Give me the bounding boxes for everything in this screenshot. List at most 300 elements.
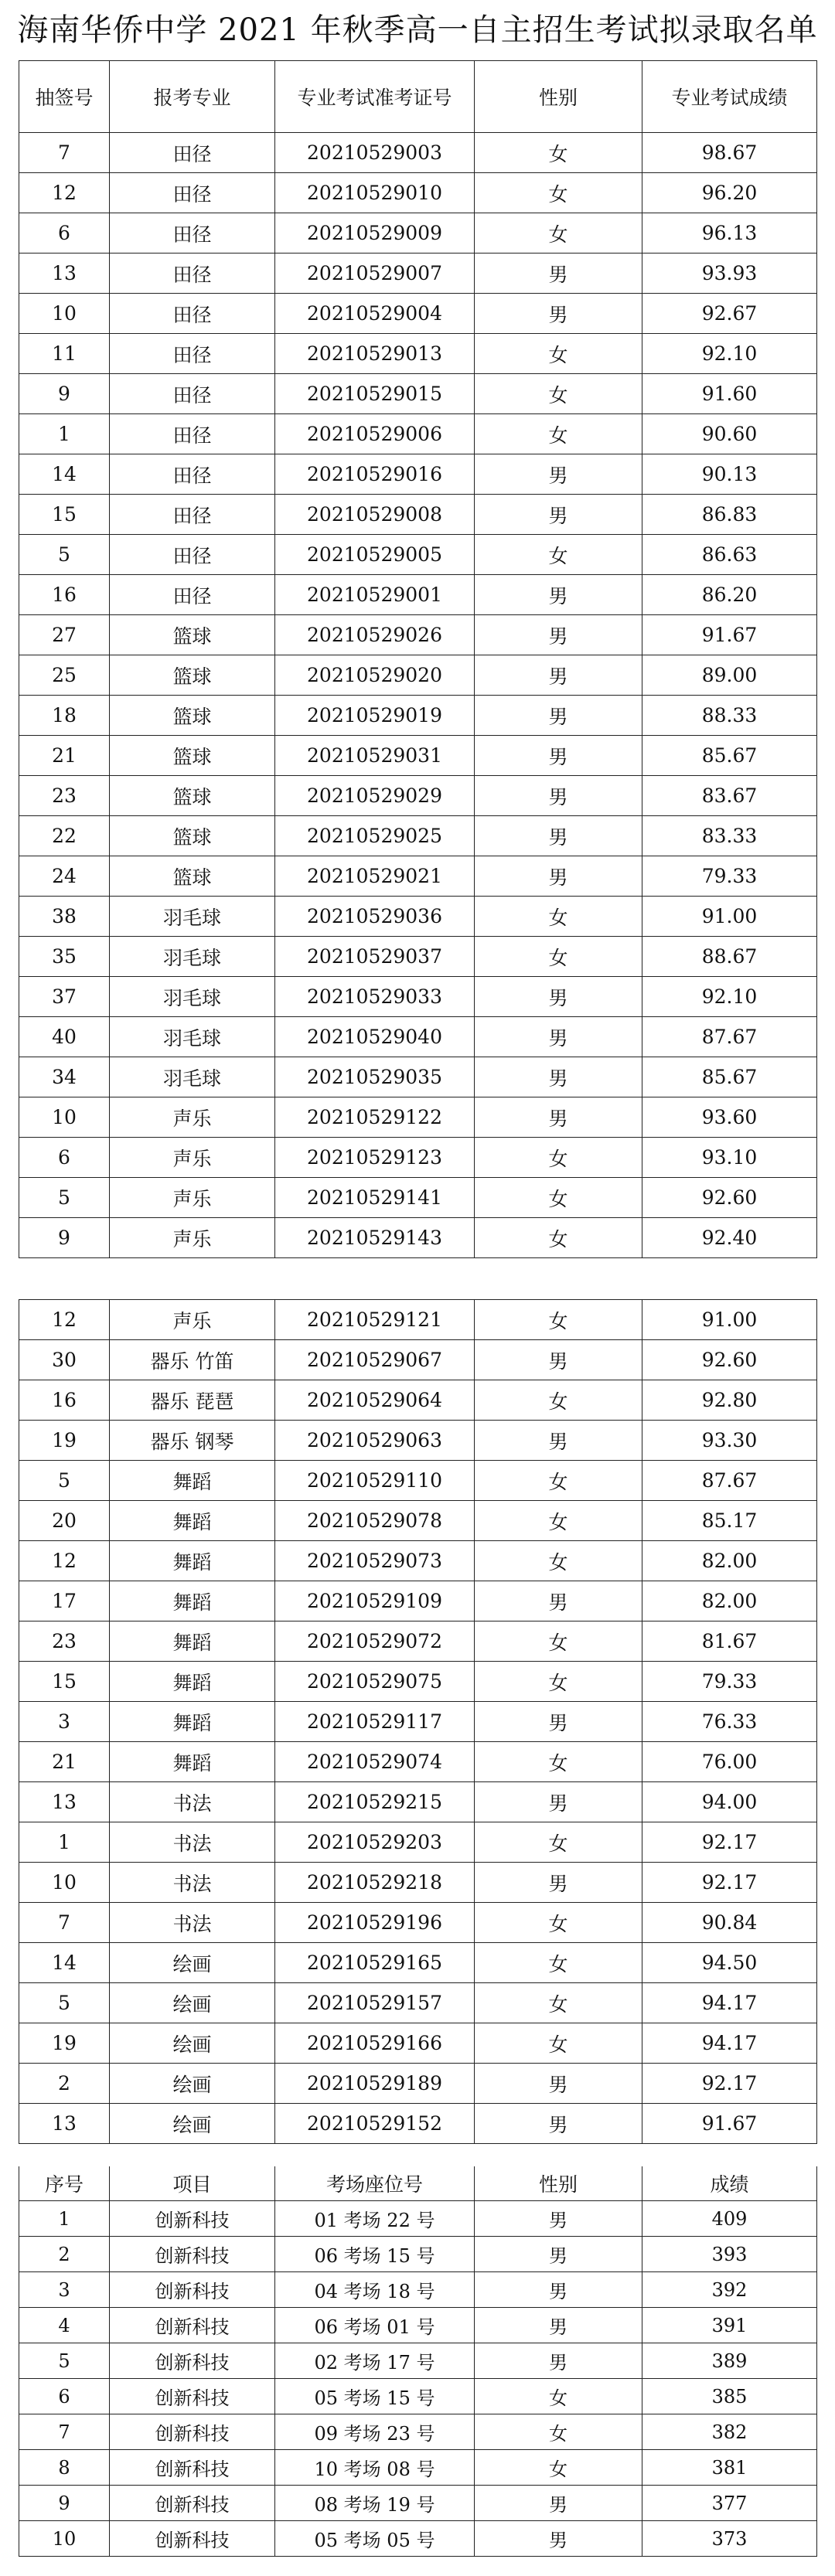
cell-gender: 女 xyxy=(475,1822,642,1863)
cell-exam-id: 20210529007 xyxy=(275,254,475,294)
cell-gender: 男 xyxy=(475,294,642,334)
cell-major: 田径 xyxy=(110,374,275,414)
cell-score: 90.13 xyxy=(642,454,817,495)
cell-number: 2 xyxy=(19,2237,110,2272)
table-row xyxy=(19,2486,817,2521)
cell-gender: 女 xyxy=(475,2023,642,2064)
cell-major: 绘画 xyxy=(110,1943,275,1983)
cell-gender: 男 xyxy=(475,816,642,856)
table-row xyxy=(19,696,817,736)
cell-number: 13 xyxy=(19,2104,110,2144)
cell-gender: 男 xyxy=(475,1581,642,1621)
cell-gender: 男 xyxy=(475,1863,642,1903)
cell-major: 田径 xyxy=(110,294,275,334)
table-row xyxy=(19,1138,817,1178)
table-row xyxy=(19,1742,817,1782)
cell-score: 87.67 xyxy=(642,1461,817,1501)
table-row xyxy=(19,1178,817,1218)
cell-major: 舞蹈 xyxy=(110,1702,275,1742)
cell-major: 书法 xyxy=(110,1782,275,1822)
cell-gender: 男 xyxy=(475,2237,642,2272)
cell-number: 10 xyxy=(19,1097,110,1138)
cell-score: 91.00 xyxy=(642,1300,817,1340)
table-row xyxy=(19,2521,817,2557)
cell-score: 94.00 xyxy=(642,1782,817,1822)
cell-gender: 男 xyxy=(475,1057,642,1097)
cell-exam-id: 20210529189 xyxy=(275,2064,475,2104)
cell-major: 舞蹈 xyxy=(110,1662,275,1702)
table-row xyxy=(19,1822,817,1863)
cell-major: 田径 xyxy=(110,535,275,575)
cell-exam-id: 20210529196 xyxy=(275,1903,475,1943)
cell-gender: 女 xyxy=(475,1461,642,1501)
cell-major: 田径 xyxy=(110,495,275,535)
cell-gender: 男 xyxy=(475,2486,642,2521)
page-title: 海南华侨中学 2021 年秋季高一自主招生考试拟录取名单 xyxy=(17,12,818,48)
cell-gender: 女 xyxy=(475,2414,642,2450)
cell-major: 田径 xyxy=(110,173,275,213)
admission-table-part2 xyxy=(19,1299,817,2144)
cell-exam-id: 20210529025 xyxy=(275,816,475,856)
cell-gender: 女 xyxy=(475,414,642,454)
cell-major: 声乐 xyxy=(110,1138,275,1178)
cell-gender: 男 xyxy=(475,856,642,897)
table-row xyxy=(19,1541,817,1581)
cell-number: 20 xyxy=(19,1501,110,1541)
cell-major: 绘画 xyxy=(110,2064,275,2104)
cell-exam-id: 20210529072 xyxy=(275,1621,475,1662)
cell-number: 27 xyxy=(19,615,110,655)
cell-exam-id: 20210529015 xyxy=(275,374,475,414)
cell-number: 3 xyxy=(19,1702,110,1742)
cell-score: 98.67 xyxy=(642,133,817,173)
cell-gender: 女 xyxy=(475,1218,642,1258)
cell-gender: 女 xyxy=(475,1380,642,1421)
cell-exam-id: 20210529008 xyxy=(275,495,475,535)
cell-exam-id: 06 考场 01 号 xyxy=(275,2308,475,2343)
cell-score: 385 xyxy=(642,2379,817,2414)
cell-gender: 女 xyxy=(475,334,642,374)
cell-gender: 男 xyxy=(475,495,642,535)
table-row xyxy=(19,1340,817,1380)
cell-number: 6 xyxy=(19,1138,110,1178)
cell-gender: 男 xyxy=(475,1097,642,1138)
cell-gender: 女 xyxy=(475,2379,642,2414)
cell-score: 93.93 xyxy=(642,254,817,294)
cell-score: 88.67 xyxy=(642,937,817,977)
cell-gender: 男 xyxy=(475,696,642,736)
cell-major: 声乐 xyxy=(110,1300,275,1340)
cell-gender: 男 xyxy=(475,454,642,495)
cell-exam-id: 20210529110 xyxy=(275,1461,475,1501)
cell-score: 92.60 xyxy=(642,1178,817,1218)
cell-number: 1 xyxy=(19,1822,110,1863)
cell-number: 13 xyxy=(19,1782,110,1822)
cell-exam-id: 20210529215 xyxy=(275,1782,475,1822)
table-row xyxy=(19,213,817,254)
cell-gender: 男 xyxy=(475,1017,642,1057)
cell-major: 篮球 xyxy=(110,776,275,816)
table-row xyxy=(19,294,817,334)
cell-exam-id: 20210529067 xyxy=(275,1340,475,1380)
cell-exam-id: 20210529029 xyxy=(275,776,475,816)
cell-score: 90.84 xyxy=(642,1903,817,1943)
cell-exam-id: 20210529003 xyxy=(275,133,475,173)
cell-number: 23 xyxy=(19,776,110,816)
cell-score: 83.67 xyxy=(642,776,817,816)
cell-exam-id: 20210529203 xyxy=(275,1822,475,1863)
cell-number: 16 xyxy=(19,1380,110,1421)
cell-score: 82.00 xyxy=(642,1581,817,1621)
cell-gender: 女 xyxy=(475,213,642,254)
cell-score: 92.60 xyxy=(642,1340,817,1380)
table-row xyxy=(19,776,817,816)
table-row xyxy=(19,2414,817,2450)
cell-number: 2 xyxy=(19,2064,110,2104)
cell-major: 田径 xyxy=(110,133,275,173)
cell-major: 田径 xyxy=(110,254,275,294)
cell-exam-id: 04 考场 18 号 xyxy=(275,2272,475,2308)
table-row xyxy=(19,2450,817,2486)
cell-gender: 男 xyxy=(475,736,642,776)
cell-number: 40 xyxy=(19,1017,110,1057)
cell-major: 田径 xyxy=(110,454,275,495)
cell-major: 篮球 xyxy=(110,655,275,696)
cell-exam-id: 06 考场 15 号 xyxy=(275,2237,475,2272)
cell-exam-id: 20210529143 xyxy=(275,1218,475,1258)
table-row xyxy=(19,2064,817,2104)
cell-number: 7 xyxy=(19,1903,110,1943)
cell-exam-id: 20210529141 xyxy=(275,1178,475,1218)
cell-score: 92.10 xyxy=(642,977,817,1017)
cell-score: 94.17 xyxy=(642,1983,817,2023)
cell-gender: 男 xyxy=(475,1421,642,1461)
cell-score: 87.67 xyxy=(642,1017,817,1057)
cell-major: 创新科技 xyxy=(110,2486,275,2521)
cell-number: 10 xyxy=(19,2521,110,2557)
cell-number: 5 xyxy=(19,1983,110,2023)
cell-exam-id: 20210529013 xyxy=(275,334,475,374)
cell-number: 30 xyxy=(19,1340,110,1380)
header-exam-id: 专业考试准考证号 xyxy=(275,61,475,133)
cell-score: 82.00 xyxy=(642,1541,817,1581)
cell-number: 12 xyxy=(19,1300,110,1340)
cell-gender: 男 xyxy=(475,2343,642,2379)
cell-exam-id: 20210529006 xyxy=(275,414,475,454)
cell-number: 14 xyxy=(19,1943,110,1983)
cell-number: 6 xyxy=(19,213,110,254)
cell-major: 声乐 xyxy=(110,1178,275,1218)
cell-gender: 女 xyxy=(475,1903,642,1943)
cell-number: 18 xyxy=(19,696,110,736)
cell-number: 35 xyxy=(19,937,110,977)
cell-gender: 男 xyxy=(475,2201,642,2237)
cell-gender: 女 xyxy=(475,1541,642,1581)
cell-exam-id: 20210529157 xyxy=(275,1983,475,2023)
cell-score: 92.10 xyxy=(642,334,817,374)
cell-score: 382 xyxy=(642,2414,817,2450)
header-draw-number: 抽签号 xyxy=(19,61,110,133)
cell-number: 25 xyxy=(19,655,110,696)
cell-gender: 男 xyxy=(475,2064,642,2104)
cell-number: 13 xyxy=(19,254,110,294)
cell-number: 16 xyxy=(19,575,110,615)
cell-exam-id: 20210529109 xyxy=(275,1581,475,1621)
table-row xyxy=(19,1380,817,1421)
cell-number: 12 xyxy=(19,1541,110,1581)
cell-exam-id: 20210529063 xyxy=(275,1421,475,1461)
cell-gender: 女 xyxy=(475,1501,642,1541)
cell-number: 9 xyxy=(19,374,110,414)
table-row xyxy=(19,374,817,414)
cell-score: 409 xyxy=(642,2201,817,2237)
cell-score: 96.20 xyxy=(642,173,817,213)
cell-score: 79.33 xyxy=(642,856,817,897)
cell-exam-id: 20210529036 xyxy=(275,897,475,937)
cell-score: 94.50 xyxy=(642,1943,817,1983)
cell-number: 4 xyxy=(19,2308,110,2343)
table-row xyxy=(19,1983,817,2023)
cell-exam-id: 10 考场 08 号 xyxy=(275,2450,475,2486)
table-row xyxy=(19,977,817,1017)
cell-exam-id: 20210529166 xyxy=(275,2023,475,2064)
cell-score: 373 xyxy=(642,2521,817,2557)
table-row xyxy=(19,1057,817,1097)
cell-score: 85.67 xyxy=(642,1057,817,1097)
cell-major: 创新科技 xyxy=(110,2379,275,2414)
header-project: 项目 xyxy=(110,2166,275,2201)
table-row xyxy=(19,2308,817,2343)
cell-exam-id: 02 考场 17 号 xyxy=(275,2343,475,2379)
cell-exam-id: 09 考场 23 号 xyxy=(275,2414,475,2450)
cell-gender: 男 xyxy=(475,254,642,294)
cell-exam-id: 20210529152 xyxy=(275,2104,475,2144)
cell-exam-id: 20210529078 xyxy=(275,1501,475,1541)
cell-major: 舞蹈 xyxy=(110,1501,275,1541)
cell-number: 10 xyxy=(19,294,110,334)
cell-number: 21 xyxy=(19,1742,110,1782)
table-row xyxy=(19,1501,817,1541)
cell-major: 田径 xyxy=(110,414,275,454)
cell-major: 田径 xyxy=(110,213,275,254)
cell-exam-id: 20210529005 xyxy=(275,535,475,575)
cell-number: 37 xyxy=(19,977,110,1017)
cell-gender: 女 xyxy=(475,1300,642,1340)
cell-gender: 女 xyxy=(475,937,642,977)
cell-score: 85.67 xyxy=(642,736,817,776)
cell-score: 86.83 xyxy=(642,495,817,535)
cell-gender: 女 xyxy=(475,1742,642,1782)
cell-number: 8 xyxy=(19,2450,110,2486)
cell-major: 舞蹈 xyxy=(110,1461,275,1501)
cell-score: 91.60 xyxy=(642,374,817,414)
table-row xyxy=(19,1581,817,1621)
cell-major: 舞蹈 xyxy=(110,1541,275,1581)
cell-number: 9 xyxy=(19,1218,110,1258)
cell-exam-id: 20210529073 xyxy=(275,1541,475,1581)
table-row xyxy=(19,1782,817,1822)
cell-number: 17 xyxy=(19,1581,110,1621)
table-row xyxy=(19,1017,817,1057)
cell-major: 创新科技 xyxy=(110,2521,275,2557)
table-row xyxy=(19,937,817,977)
cell-major: 舞蹈 xyxy=(110,1742,275,1782)
cell-exam-id: 20210529010 xyxy=(275,173,475,213)
table-row xyxy=(19,615,817,655)
cell-number: 3 xyxy=(19,2272,110,2308)
cell-number: 24 xyxy=(19,856,110,897)
table-row xyxy=(19,1421,817,1461)
cell-number: 5 xyxy=(19,535,110,575)
cell-score: 92.40 xyxy=(642,1218,817,1258)
cell-major: 书法 xyxy=(110,1822,275,1863)
cell-major: 绘画 xyxy=(110,2023,275,2064)
table-row xyxy=(19,736,817,776)
header-seat: 考场座位号 xyxy=(275,2166,475,2201)
table-row xyxy=(19,1621,817,1662)
cell-major: 器乐 竹笛 xyxy=(110,1340,275,1380)
cell-gender: 男 xyxy=(475,2308,642,2343)
cell-major: 篮球 xyxy=(110,816,275,856)
cell-major: 创新科技 xyxy=(110,2272,275,2308)
table-row xyxy=(19,1662,817,1702)
table-row xyxy=(19,535,817,575)
cell-exam-id: 20210529020 xyxy=(275,655,475,696)
cell-exam-id: 20210529004 xyxy=(275,294,475,334)
cell-number: 38 xyxy=(19,897,110,937)
table-row xyxy=(19,2237,817,2272)
header-major: 报考专业 xyxy=(110,61,275,133)
header-gender: 性别 xyxy=(475,2166,642,2201)
cell-gender: 女 xyxy=(475,1662,642,1702)
table-header-row xyxy=(19,2166,817,2201)
cell-exam-id: 01 考场 22 号 xyxy=(275,2201,475,2237)
cell-major: 器乐 钢琴 xyxy=(110,1421,275,1461)
cell-major: 篮球 xyxy=(110,856,275,897)
cell-major: 创新科技 xyxy=(110,2343,275,2379)
table-row xyxy=(19,2023,817,2064)
cell-gender: 女 xyxy=(475,535,642,575)
cell-score: 92.80 xyxy=(642,1380,817,1421)
cell-number: 15 xyxy=(19,495,110,535)
cell-score: 389 xyxy=(642,2343,817,2379)
table-row xyxy=(19,816,817,856)
cell-gender: 男 xyxy=(475,776,642,816)
cell-number: 15 xyxy=(19,1662,110,1702)
cell-gender: 男 xyxy=(475,1782,642,1822)
cell-exam-id: 20210529037 xyxy=(275,937,475,977)
cell-exam-id: 20210529033 xyxy=(275,977,475,1017)
cell-score: 91.67 xyxy=(642,615,817,655)
cell-exam-id: 20210529165 xyxy=(275,1943,475,1983)
header-seq: 序号 xyxy=(19,2166,110,2201)
cell-exam-id: 20210529001 xyxy=(275,575,475,615)
table-row xyxy=(19,173,817,213)
table-row xyxy=(19,1863,817,1903)
cell-major: 书法 xyxy=(110,1863,275,1903)
table-row xyxy=(19,414,817,454)
cell-gender: 女 xyxy=(475,1983,642,2023)
cell-exam-id: 20210529064 xyxy=(275,1380,475,1421)
cell-score: 91.67 xyxy=(642,2104,817,2144)
cell-number: 5 xyxy=(19,1178,110,1218)
cell-number: 7 xyxy=(19,2414,110,2450)
cell-exam-id: 20210529021 xyxy=(275,856,475,897)
cell-major: 舞蹈 xyxy=(110,1581,275,1621)
cell-major: 创新科技 xyxy=(110,2450,275,2486)
cell-score: 86.63 xyxy=(642,535,817,575)
cell-gender: 女 xyxy=(475,1621,642,1662)
table-row xyxy=(19,1218,817,1258)
table-header-row xyxy=(19,61,817,133)
cell-number: 5 xyxy=(19,2343,110,2379)
table-row xyxy=(19,2272,817,2308)
cell-gender: 男 xyxy=(475,655,642,696)
innovation-table xyxy=(19,2166,817,2557)
cell-exam-id: 20210529218 xyxy=(275,1863,475,1903)
cell-score: 76.00 xyxy=(642,1742,817,1782)
cell-score: 93.60 xyxy=(642,1097,817,1138)
cell-score: 93.30 xyxy=(642,1421,817,1461)
table-row xyxy=(19,495,817,535)
cell-gender: 男 xyxy=(475,2104,642,2144)
cell-major: 声乐 xyxy=(110,1097,275,1138)
cell-number: 19 xyxy=(19,2023,110,2064)
cell-score: 96.13 xyxy=(642,213,817,254)
cell-exam-id: 20210529122 xyxy=(275,1097,475,1138)
cell-major: 绘画 xyxy=(110,1983,275,2023)
header-score: 成绩 xyxy=(642,2166,817,2201)
cell-score: 92.17 xyxy=(642,1863,817,1903)
cell-score: 392 xyxy=(642,2272,817,2308)
cell-gender: 男 xyxy=(475,2521,642,2557)
cell-gender: 女 xyxy=(475,374,642,414)
table-row xyxy=(19,133,817,173)
cell-major: 绘画 xyxy=(110,2104,275,2144)
cell-number: 9 xyxy=(19,2486,110,2521)
table-row xyxy=(19,1461,817,1501)
cell-number: 23 xyxy=(19,1621,110,1662)
cell-score: 92.17 xyxy=(642,2064,817,2104)
cell-major: 创新科技 xyxy=(110,2414,275,2450)
cell-exam-id: 20210529121 xyxy=(275,1300,475,1340)
cell-exam-id: 20210529019 xyxy=(275,696,475,736)
cell-major: 创新科技 xyxy=(110,2308,275,2343)
cell-exam-id: 20210529123 xyxy=(275,1138,475,1178)
cell-major: 羽毛球 xyxy=(110,1057,275,1097)
cell-major: 声乐 xyxy=(110,1218,275,1258)
cell-gender: 女 xyxy=(475,897,642,937)
cell-number: 19 xyxy=(19,1421,110,1461)
table-row xyxy=(19,1702,817,1742)
cell-number: 10 xyxy=(19,1863,110,1903)
table-row xyxy=(19,1943,817,1983)
table-row xyxy=(19,334,817,374)
cell-major: 舞蹈 xyxy=(110,1621,275,1662)
cell-number: 14 xyxy=(19,454,110,495)
cell-number: 6 xyxy=(19,2379,110,2414)
cell-exam-id: 05 考场 05 号 xyxy=(275,2521,475,2557)
cell-score: 393 xyxy=(642,2237,817,2272)
cell-major: 羽毛球 xyxy=(110,1017,275,1057)
cell-number: 34 xyxy=(19,1057,110,1097)
cell-major: 羽毛球 xyxy=(110,937,275,977)
header-score: 专业考试成绩 xyxy=(642,61,817,133)
cell-gender: 女 xyxy=(475,1943,642,1983)
table-row xyxy=(19,2379,817,2414)
cell-exam-id: 20210529075 xyxy=(275,1662,475,1702)
cell-number: 21 xyxy=(19,736,110,776)
